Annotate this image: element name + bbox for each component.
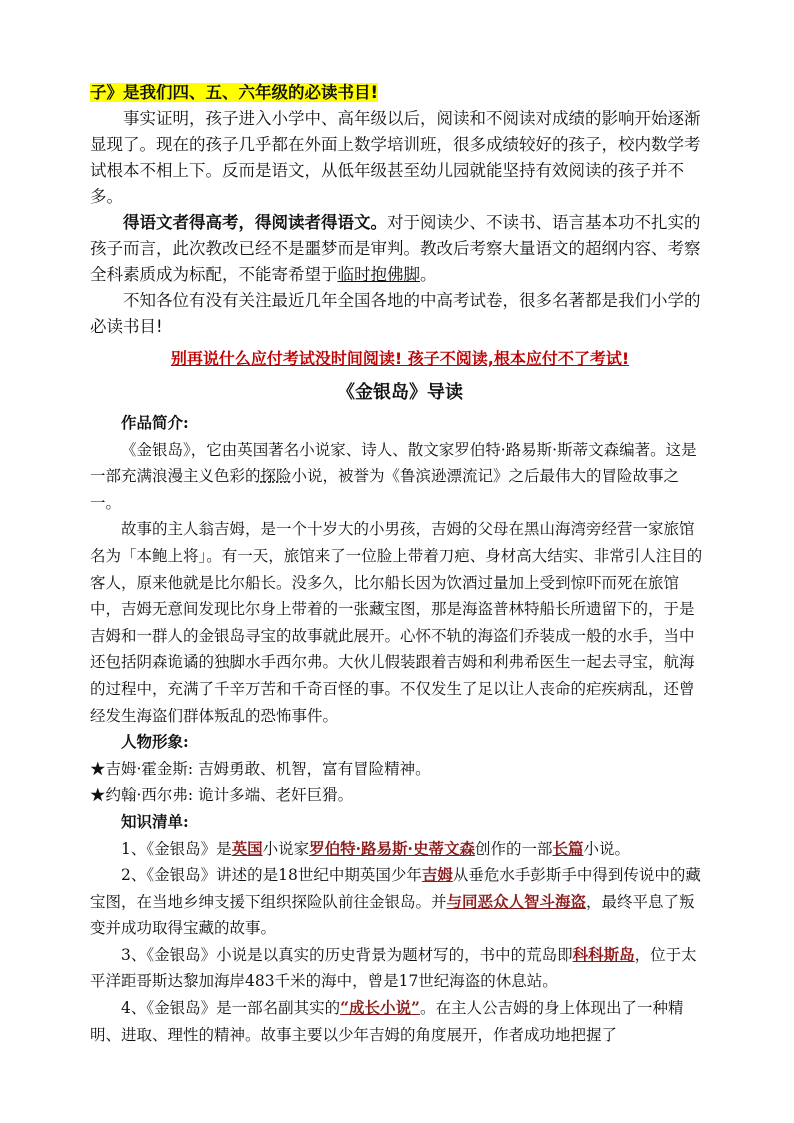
knowledge-item-1 — [90, 836, 708, 863]
bold-phrase: 得语文者得高考，得阅读者得语文。 — [123, 213, 387, 232]
guide-title: 《金银岛》导读 — [337, 382, 463, 403]
intro-text-a: 《金银岛》，它由英国著名小说家、诗人、散文家罗伯特·路易斯·斯蒂文森编著。这是一部充满浪漫主义色彩的 — [90, 440, 697, 486]
k1-text-b: 小说家 — [262, 839, 310, 858]
k1-keyword-3: 长篇 — [552, 838, 584, 858]
k1-text-c: 创作的一部 — [474, 839, 553, 858]
k3-keyword-1: 科科斯岛 — [572, 944, 635, 964]
k1-text-d: 小说。 — [583, 839, 630, 858]
intro-paragraph-1 — [90, 437, 708, 517]
k3-text-b: ，位于太平洋距哥斯达黎加海岸483千米的海中，曾是17世纪海盗的休息站。 — [90, 945, 697, 991]
knowledge-item-4 — [90, 995, 708, 1048]
paragraph-3: 不知各位有没有关注最近几年全国各地的中高考试卷，很多名著都是我们小学的必读书目! — [90, 291, 701, 336]
k2-text-b: 从垂危水手彭斯手中得到传说中的藏宝图，在当地乡绅支援下组织探险队前往金银岛。并 — [90, 866, 701, 911]
knowledge-heading: 知识清单: — [121, 811, 189, 831]
guide-section — [90, 410, 708, 1048]
character-silver: ★约翰·西尔弗: 诡计多端、老奸巨猾。 — [90, 786, 354, 805]
k4-text-a: 4、《金银岛》是一部名副其实的 — [121, 999, 341, 1018]
intro-section — [90, 80, 710, 340]
knowledge-item-3 — [90, 942, 708, 995]
red-slogan: 别再说什么应付考试没时间阅读! 孩子不阅读,根本应付不了考试! — [170, 349, 630, 368]
paragraph-2 — [90, 210, 710, 288]
k1-text-a: 1、《金银岛》是 — [121, 839, 232, 858]
k1-keyword-1: 英国 — [231, 838, 263, 858]
paragraph-2-text: 对于阅读少、不读书、语言基本功不扎实的孩子而言，此次教改已经不是噩梦而是审判。教改后考察大量语文的超纲内容、考察全科素质成为标配，不能寄希望于 — [90, 213, 701, 284]
k2-keyword-1: 吉姆 — [421, 865, 453, 885]
dotted-word: 探险 — [260, 467, 292, 486]
highlighted-text: 子》是我们四、五、六年级的必读书目! — [90, 83, 379, 102]
k1-keyword-2: 罗伯特·路易斯·史蒂文森 — [309, 838, 475, 858]
k2-text-c: ，最终平息了叛变并成功取得宝藏的故事。 — [90, 892, 695, 938]
k3-text-a: 3、《金银岛》小说是以真实的历史背景为题材写的，书中的荒岛即 — [121, 945, 573, 964]
k4-text-b: 。在主人公吉姆的身上体现出了一种精明、进取、理性的精神。故事主要以少年吉姆的角度展开，作者成功地把握了 — [90, 999, 684, 1044]
paragraph-2-end: 。 — [420, 265, 437, 284]
intro-text-b: 小说，被誉为《鲁滨逊漂流记》之后最伟大的冒险故事之一。 — [90, 467, 680, 512]
paragraph-1: 事实证明，孩子进入小学中、高年级以后，阅读和不阅读对成绩的影响开始逐渐显现了。现在的孩子几乎都在外面上数学培训班，很多成绩较好的孩子，校内数学考试根本不相上下。反而是语文，从低年级甚至幼儿园就能坚持有效阅读的孩子并不多。 — [90, 109, 701, 206]
character-heading: 人物形象: — [121, 732, 189, 752]
character-jim: ★吉姆·霍金斯: 吉姆勇敢、机智，富有冒险精神。 — [90, 759, 431, 778]
k2-keyword-2: 与同恶众人智斗海盗 — [446, 891, 587, 911]
intro-paragraph-2: 故事的主人翁吉姆，是一个十岁大的小男孩，吉姆的父母在黑山海湾旁经营一家旅馆名为「本鲍上将」。有一天，旅馆来了一位脸上带着刀疤、身材高大结实、非常引人注目的客人，原来他就是比尔船长。没多久，比尔船长因为饮酒过量加上受到惊吓而死在旅馆中，吉姆无意间发现比尔身上带着的一张藏宝图，那是海盗普林特船长所遗留下的，于是吉姆和一群人的金银岛寻宝的故事就此展开。心怀不轨的海盗们乔装成一般的水手，当中还包括阴森诡谲的独脚水手西尔弗。大伙儿假装跟着吉姆和利弗希医生一起去寻宝，航海的过程中，充满了千辛万苦和千奇百怪的事。不仅发生了足以让人丧命的疟疾病乱，还曾经发生海盗们群体叛乱的恐怖事件。 — [90, 520, 703, 725]
underlined-phrase: 临时抱佛脚 — [337, 265, 420, 284]
k2-text-a: 2、《金银岛》讲述的是18世纪中期英国少年 — [121, 866, 422, 885]
knowledge-item-2 — [90, 862, 708, 942]
k4-keyword-1: “成长小说” — [340, 998, 420, 1018]
highlight-line — [90, 80, 710, 106]
intro-heading: 作品简介: — [121, 413, 189, 432]
